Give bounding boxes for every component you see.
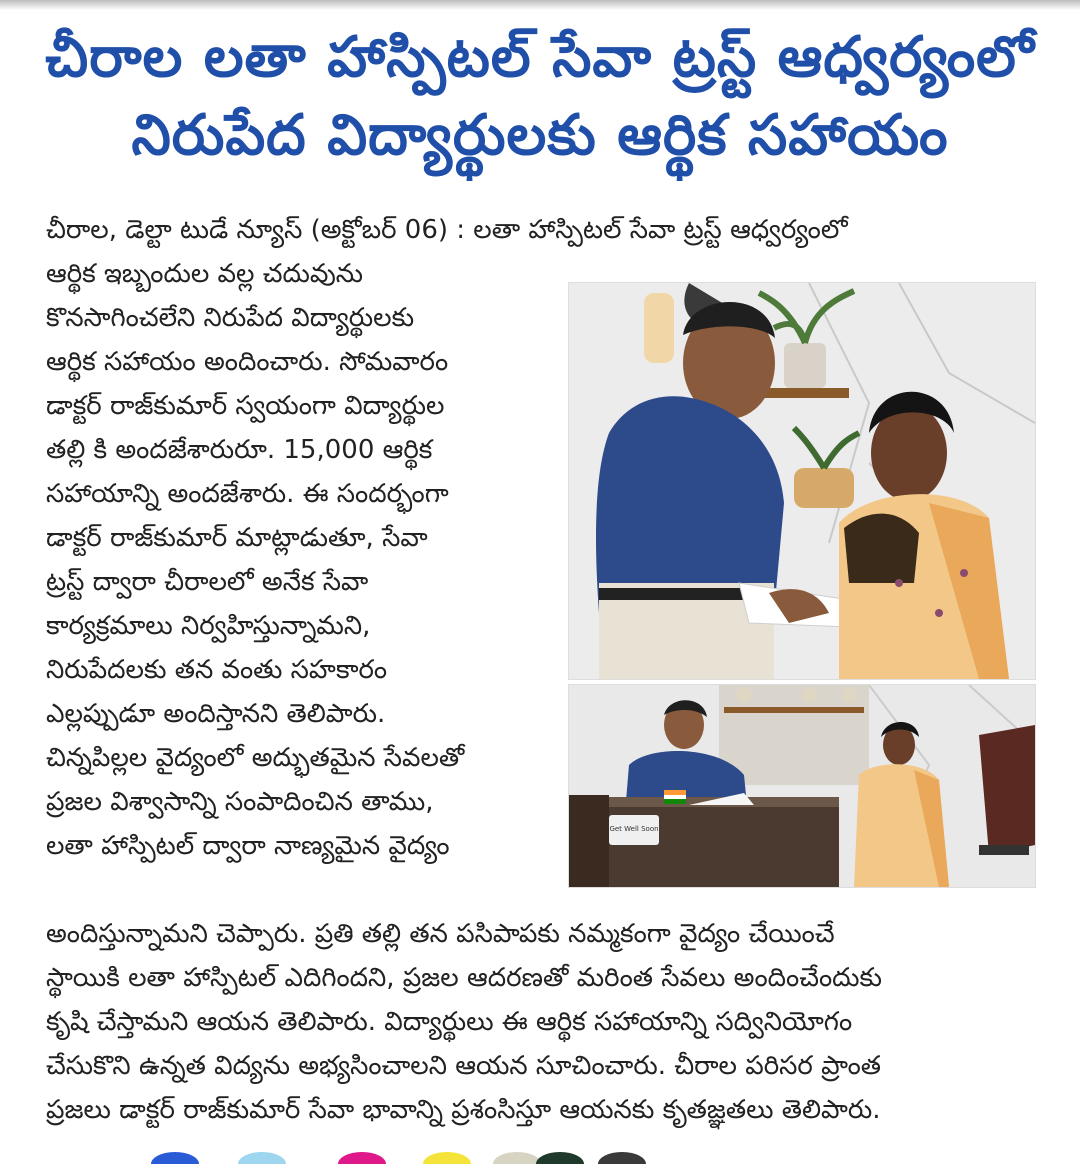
paragraph-line: స్థాయికి లతా హాస్పిటల్ ఎదిగిందని, ప్రజల ఆదరణతో మరింత సేవలు అందించేందుకు (46, 963, 883, 993)
column-line: సహాయాన్ని అందజేశారు. ఈ సందర్భంగా (46, 479, 449, 509)
paragraph-line: చేసుకొని ఉన్నత విద్యను అభ్యసించాలని ఆయన సూచించారు. చీరాల పరిసర ప్రాంత (46, 1051, 882, 1081)
left-column (46, 252, 546, 868)
column-line: ఆర్థిక ఇబ్బందుల వల్ల చదువును (46, 259, 364, 289)
column-line: నిరుపేదలకు తన వంతు సహకారం (46, 655, 388, 685)
paragraph-line: అందిస్తున్నామని చెప్పారు. ప్రతి తల్లి తన పసిపాపకు నమ్మకంగా వైద్యం చేయించే (46, 919, 835, 949)
column-line: ట్రస్ట్ ద్వారా చీరాలలో అనేక సేవా (46, 567, 369, 597)
column-line: తల్లి కి అందజేశారురూ. 15,000 ఆర్థిక (46, 435, 433, 465)
column-line: చిన్నపిల్లల వైద్యంలో అద్భుతమైన సేవలతో (46, 743, 465, 773)
paragraph-line: ప్రజలు డాక్టర్ రాజ్‌కుమార్ సేవా భావాన్ని ప్రశంసిస్తూ ఆయనకు కృతజ్ఞతలు తెలిపారు. (46, 1095, 881, 1125)
column-line: ఎల్లప్పుడూ అందిస్తానని తెలిపారు. (46, 699, 386, 729)
photo-office (568, 684, 1036, 888)
bottom-paragraph (46, 912, 1036, 1132)
paragraph-line: కృషి చేస్తామని ఆయన తెలిపారు. విద్యార్థులు ఈ ఆర్థిక సహాయాన్ని సద్వినియోగం (46, 1007, 853, 1037)
column-line: కార్యక్రమాలు నిర్వహిస్తున్నామని, (46, 611, 371, 641)
column-line: లతా హాస్పిటల్ ద్వారా నాణ్యమైన వైద్యం (46, 831, 450, 861)
column-line: కొనసాగించలేని నిరుపేద విద్యార్థులకు (46, 303, 415, 333)
top-strip (0, 0, 1080, 10)
headline-line-2: నిరుపేద విద్యార్థులకు ఆర్థిక సహాయం (131, 103, 949, 168)
column-line: డాక్టర్ రాజ్‌కుమార్ మాట్లాడుతూ, సేవా (46, 523, 428, 553)
headline-line-1: చీరాల లతా హాస్పిటల్ సేవా ట్రస్ట్ ఆధ్వర్యంలో (45, 25, 1035, 90)
photo-handover (568, 282, 1036, 680)
column-line: ఆర్థిక సహాయం అందించారు. సోమవారం (46, 347, 449, 377)
desk-sign-text: Get Well Soon (609, 825, 659, 833)
column-line: ప్రజల విశ్వాసాన్ని సంపాదించిన తాము, (46, 787, 434, 817)
color-registration-dots (0, 1150, 1080, 1164)
intro-line: చీరాల, డెల్టా టుడే న్యూస్ (అక్టోబర్ 06) : లతా హాస్పిటల్ సేవా ట్రస్ట్ ఆధ్వర్యంలో (46, 215, 848, 245)
column-line: డాక్టర్ రాజ్‌కుమార్ స్వయంగా విద్యార్థుల (46, 391, 445, 421)
